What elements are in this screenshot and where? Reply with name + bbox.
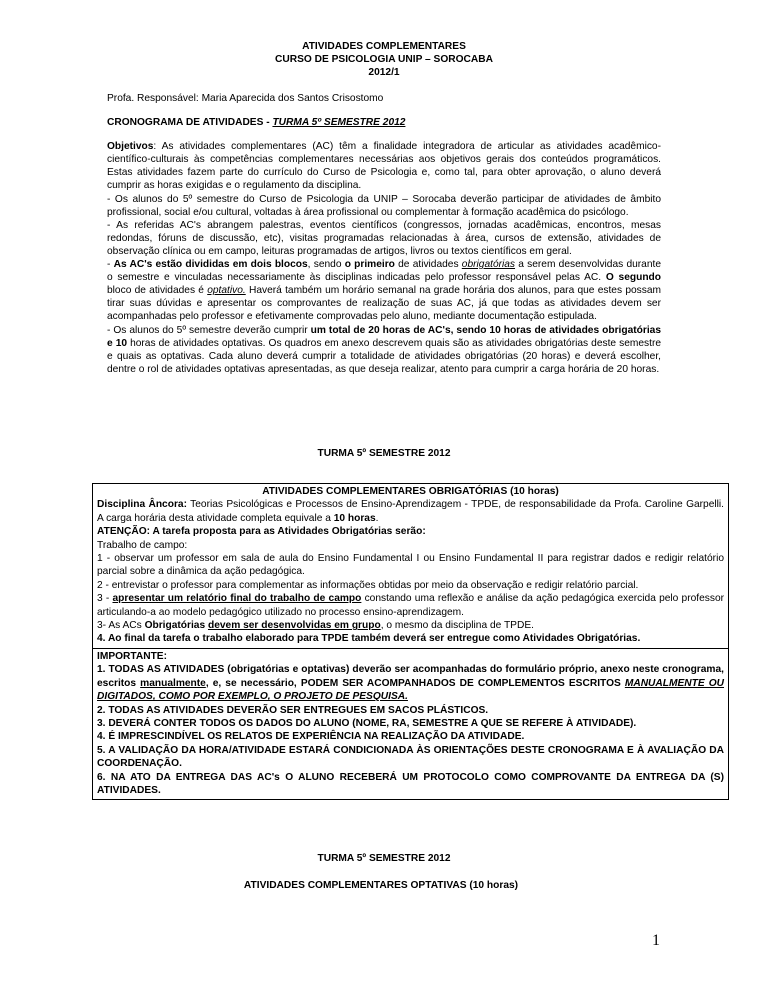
text-run: , sendo [307,259,345,271]
page-number: 1 [652,932,660,949]
text-run: Teorias Psicológicas e Processos de Ensino-Aprendizagem - TPDE, de responsabilidade da Profa. Caroline Garpelli. A carga horária desta atividade completa equivale a [97,499,724,524]
schedule-heading [107,116,661,129]
important-section [93,648,728,799]
header-course: CURSO DE PSICOLOGIA UNIP – SOROCABA [275,54,493,65]
text-run: 1. TODAS AS ATIVIDADES (obrigatórias e optativas) deverão ser acompanhadas do formulário próprio, anexo neste cronograma, escritos [97,664,724,689]
text-run: Obrigatórias [144,620,206,632]
text-run: O segundo [605,272,661,284]
text-run: MANUALMENTE OU DIGITADOS, COMO POR EXEMPLO, O PROJETO DE PESQUISA. [97,677,725,703]
text-run: Haverá também um horário semanal na grade horária dos alunos, para que estes possam tirar suas dúvidas e apresentar os comprovantes de realização de suas AC, já que todas as atividades devem ser acompanhadas pelo professor e efetivamente comprovadas pelo aluno, mediante documentação estipulada. [107,285,661,323]
attention-line: ATENÇÃO: A tarefa proposta para as Atividades Obrigatórias serão: [97,526,426,538]
text-run: de atividades [394,259,462,271]
objectives-item-2: - Os alunos do 5º semestre do Curso de Psicologia da UNIP – Sorocaba deverão participar de atividades de âmbito profissional, social e/ou cultural, voltadas à área profissional ou complementar à formação acadêmica do psicólogo. [107,193,661,218]
header-title: ATIVIDADES COMPLEMENTARES [302,41,466,52]
document-body [107,40,661,376]
text-run: manualmente [140,677,206,689]
text-run: apresentar um relatório final do trabalho de campo [112,593,362,605]
mandatory-activities-title: ATIVIDADES COMPLEMENTARES OBRIGATÓRIAS (10 horas) [262,486,559,497]
text-run: , e, se necessário, PODEM SER ACOMPANHADOS DE COMPLEMENTOS ESCRITOS [205,677,625,689]
objectives-item-4 [107,258,661,323]
text-run: o primeiro [344,259,395,271]
task-item-3 [97,592,724,619]
text-run: As AC's estão divididas em dois blocos [113,259,308,271]
text-run: . [375,512,379,524]
text-run: 10 horas [333,512,376,524]
important-item-3: 3. DEVERÁ CONTER TODOS OS DADOS DO ALUNO (NOME, RA, SEMESTRE A QUE SE REFERE À ATIVIDADE). [97,717,637,729]
objectives-text: : As atividades complementares (AC) têm a finalidade integradora de articular as atividades acadêmico-científico-culturais às competências complementares necessárias aos objetivos gerais dos conteúdos programáticos. Estas atividades fazem parte do currículo do Curso de Psicologia e, como tal, para obter aprovação, o aluno deverá cumprir as horas exigidas e o regulamento da disciplina. [107,141,661,192]
important-item-6: 6. NA ATO DA ENTREGA DAS AC's O ALUNO RECEBERÁ UM PROTOCOLO COMO COMPROVANTE DA ENTREGA DA (S) ATIVIDADES. [97,771,724,796]
text-run: Disciplina Âncora: [97,499,187,511]
text-run: obrigatórias [461,259,516,271]
text-run: constando uma reflexão e análise da ação pedagógica exercida pelo professor articulando-a ao modelo pedagógico utilizado no processo ensino-aprendizagem. [97,593,724,618]
fieldwork-label: Trabalho de campo: [97,539,188,551]
text-run: , o mesmo da disciplina de TPDE. [380,620,534,632]
optional-activities-heading: ATIVIDADES COMPLEMENTARES OPTATIVAS (10 horas) [243,880,519,891]
task-item-2: 2 - entrevistar o professor para complementar as informações obtidas por meio da observação e redigir relatório parcial. [97,579,639,591]
important-title: IMPORTANTE: [97,650,167,662]
text-run: bloco de atividades é [107,285,208,297]
document-header [107,40,661,79]
important-item-1 [97,663,724,703]
task-item-4: 4. Ao final da tarefa o trabalho elaborado para TPDE também deverá ser entregue como Atividades Obrigatórias. [97,633,641,645]
objectives-item-5 [107,324,661,376]
text-run: horas de atividades optativas. Os quadros em anexo descrevem quais são as atividades obrigatórias deste semestre e quais as optativas. Cada aluno deverá cumprir a totalidade de atividades obrigatórias (20 horas) e deverá escolher, dentre o rol de atividades optativas apresentadas, as que deseja realizar, atento para cumprir a carga horária de 20 horas. [107,337,662,375]
schedule-heading-prefix: CRONOGRAMA DE ATIVIDADES - [107,117,273,129]
important-item-5: 5. A VALIDAÇÃO DA HORA/ATIVIDADE ESTARÁ CONDICIONADA ÀS ORIENTAÇÕES DESTE CRONOGRAMA E À AVALIAÇÃO DA COORDENAÇÃO. [97,744,724,770]
schedule-heading-turma: TURMA 5º SEMESTRE 2012 [272,117,406,129]
text-run: 3 - [97,593,113,605]
objectives-item-3: - As referidas AC's abrangem palestras, eventos científicos (congressos, jornadas acadêmicas, encontros, mesas redondas, fóruns de discussão, etc), visitas programadas relacionadas à área, cursos de extensão, atividades de observação clínica ou em campo, leituras programadas de artigos, livros ou textos científicos em geral. [107,219,661,257]
mandatory-activities-section [93,484,728,648]
important-item-2: 2. TODAS AS ATIVIDADES DEVERÃO SER ENTREGUES EM SACOS PLÁSTICOS. [97,704,489,716]
objectives-label: Objetivos [107,141,154,153]
text-run: 3- As ACs [97,620,145,632]
important-item-4: 4. É IMPRESCINDÍVEL OS RELATOS DE EXPERIÊNCIA NA REALIZAÇÃO DA ATIVIDADE. [97,731,525,743]
text-run: devem ser desenvolvidas em grupo [207,620,381,632]
text-run: um total de 20 horas de AC's, sendo 10 horas de atividades obrigatórias e 10 [107,324,661,349]
task-item-3b [97,619,724,632]
turma-heading-2: TURMA 5º SEMESTRE 2012 [317,853,451,864]
mandatory-activities-box [92,483,729,800]
text-run: optativo. [207,285,246,297]
turma-heading-1: TURMA 5º SEMESTRE 2012 [317,448,451,459]
anchor-discipline [97,498,724,525]
header-year: 2012/1 [368,67,400,78]
responsible-professor: Profa. Responsável: Maria Aparecida dos Santos Crisostomo [107,93,384,104]
objectives-paragraph [107,140,661,192]
text-run: a serem desenvolvidas durante o semestre e vinculadas necessariamente às disciplinas indicadas pelo professor responsável pelas AC. [107,259,661,284]
text-run: - [107,259,114,271]
task-item-1: 1 - observar um professor em sala de aula do Ensino Fundamental I ou Ensino Fundamental II para registrar dados e redigir relatório parcial sobre a dinâmica da ação pedagógica. [97,553,724,578]
text-run: - Os alunos do 5º semestre deverão cumprir [107,324,311,336]
